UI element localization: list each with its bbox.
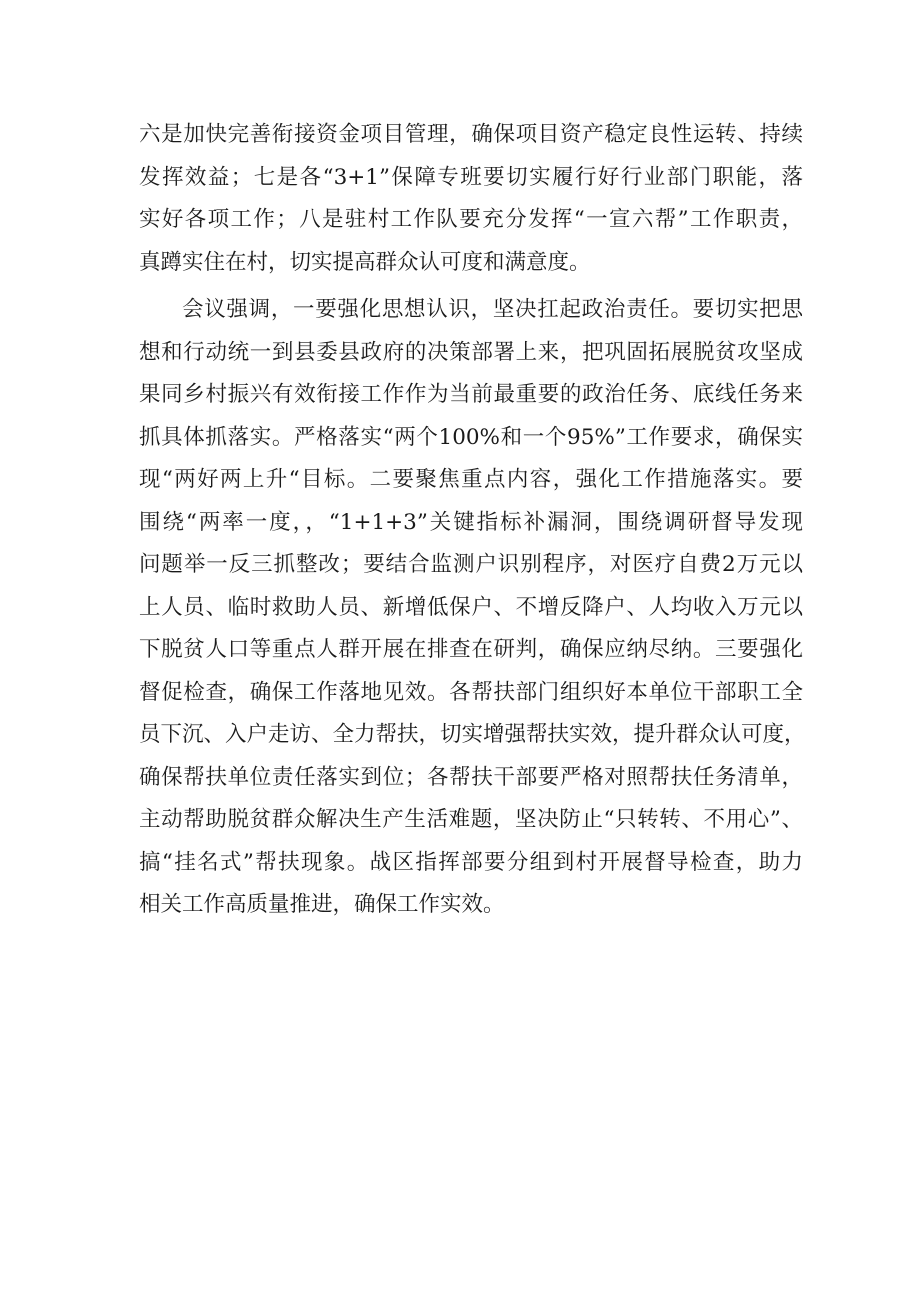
text-line: 员下沉、入户走访、全力帮扶，切实增强帮扶实效，提升群众认可度， xyxy=(139,722,806,747)
text-line: 相关工作高质量推进，确保工作实效。 xyxy=(139,892,505,917)
text-line: 问题举一反三抓整改；要结合监测户识别程序，对医疗自费2万元以 xyxy=(139,552,803,577)
text-line: 确保帮扶单位责任落实到位；各帮扶干部要严格对照帮扶任务清单， xyxy=(139,764,803,790)
text-line: 现“两好两上升“目标。二要聚焦重点内容，强化工作措施落实。要 xyxy=(139,467,803,492)
text-line: 真蹲实住在村，切实提高群众认可度和满意度。 xyxy=(139,249,591,275)
text-line: 搞“挂名式”帮扶现象。战区指挥部要分组到村开展督导检查，助力 xyxy=(139,849,803,875)
text-line: 想和行动统一到县委县政府的决策部署上来，把巩固拓展脱贫攻坚成 xyxy=(139,339,803,365)
text-line: 抓具体抓落实。严格落实“两个100%和一个95%”工作要求，确保实 xyxy=(139,424,803,450)
paragraph-1 xyxy=(139,114,803,284)
text-line: 围绕“两率一度，，“1+1+3”关键指标补漏洞，围绕调研督导发现 xyxy=(139,509,803,535)
text-line: 六是加快完善衔接资金项目管理，确保项目资产稳定良性运转、持续 xyxy=(139,122,803,147)
document-body xyxy=(139,114,806,927)
text-line: 下脱贫人口等重点人群开展在排查在研判，确保应纳尽纳。三要强化 xyxy=(139,637,803,662)
text-line: 果同乡村振兴有效衔接工作作为当前最重要的政治任务、底线任务来 xyxy=(139,382,803,407)
text-line: 上人员、临时救助人员、新增低保户、不增反降户、人均收入万元以 xyxy=(139,594,803,620)
text-line: 督促检查，确保工作落地见效。各帮扶部门组织好本单位干部职工全 xyxy=(139,679,803,705)
text-line: 发挥效益；七是各“3+1”保障专班要切实履行好行业部门职能，落 xyxy=(139,164,803,190)
text-line: 主动帮助脱贫群众解决生产生活难题，坚决防止“只转转、不用心”、 xyxy=(139,807,803,832)
paragraph-2 xyxy=(139,289,806,927)
text-line: 实好各项工作；八是驻村工作队要充分发挥“一宣六帮”工作职责， xyxy=(139,207,803,232)
text-line: 会议强调，一要强化思想认识，坚决扛起政治责任。要切实把思 xyxy=(182,297,803,322)
